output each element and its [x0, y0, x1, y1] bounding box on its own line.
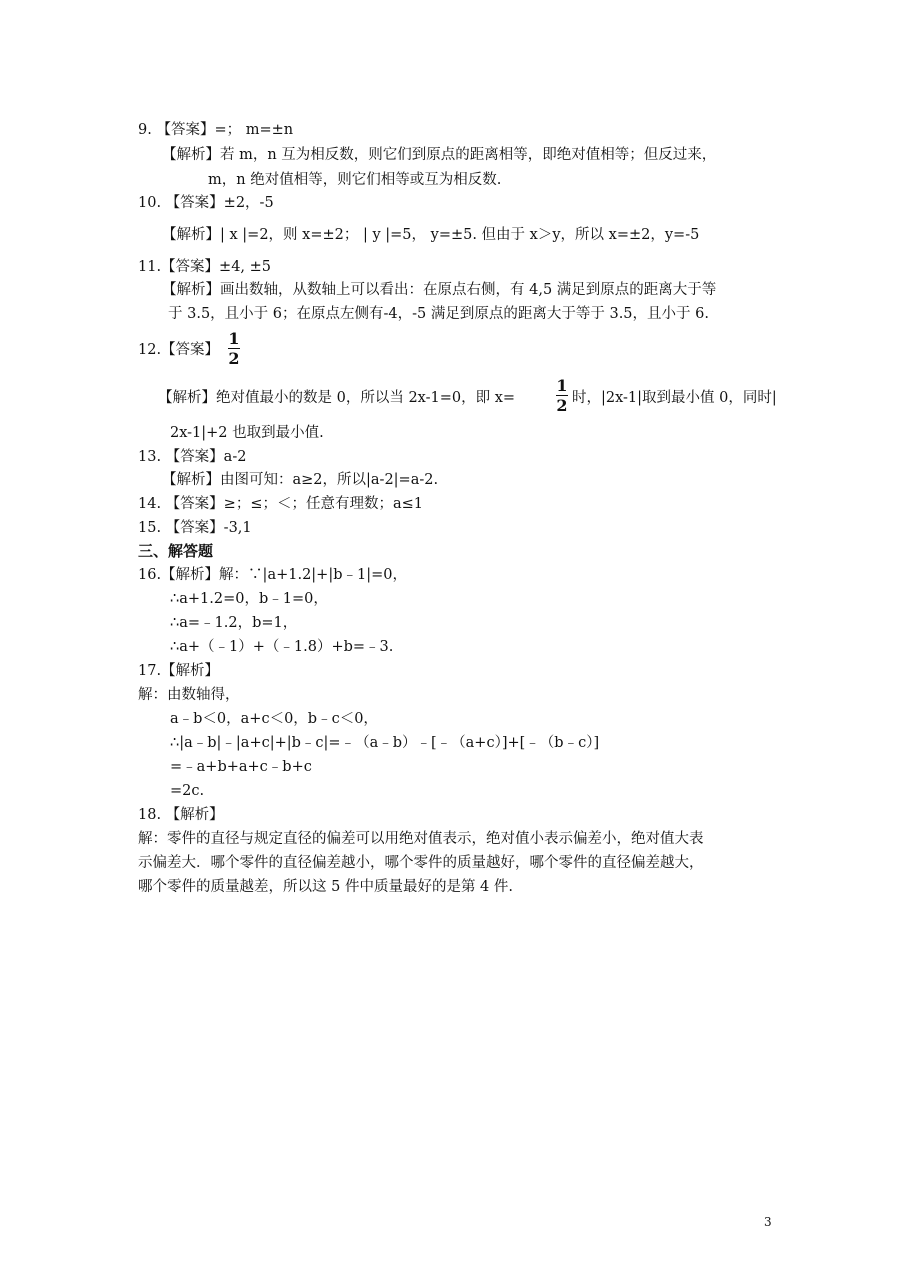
q16-line2: ∴a+1.2=0，b﹣1=0，	[170, 591, 328, 607]
q12-analysis-part2: 时，|2x-1|取到最小值 0，同时|	[572, 390, 777, 406]
q13-answer: 13. 【答案】a-2	[138, 449, 247, 465]
fraction-numerator: 1	[556, 376, 568, 395]
q14-answer: 14. 【答案】≥；≤；＜；任意有理数；a≤1	[138, 496, 423, 512]
q9-analysis-line1: 【解析】若 m，n 互为相反数，则它们到原点的距离相等，即绝对值相等；但反过来，	[162, 147, 717, 163]
q16-line3: ∴a=﹣1.2，b=1，	[170, 615, 298, 631]
section-heading-solutions: 三、解答题	[138, 542, 214, 560]
q11-analysis-line2: 于 3.5，且小于 6；在原点左侧有-4，-5 满足到原点的距离大于等于 3.5，且小于 6.	[168, 306, 709, 322]
fraction-denominator: 2	[556, 396, 568, 415]
q10-analysis: 【解析】| x |=2，则 x=±2； | y |=5， y=±5. 但由于 x＞y，所以 x=±2，y=-5	[162, 227, 700, 243]
q17-line5: =2c.	[170, 783, 205, 799]
q16-line4: ∴a+（﹣1）+（﹣1.8）+b=﹣3.	[170, 639, 394, 655]
q12-answer-label: 12.【答案】	[138, 342, 220, 358]
q12-analysis-part1: 【解析】绝对值最小的数是 0，所以当 2x-1=0，即 x=	[158, 390, 516, 406]
q17-heading: 17.【解析】	[138, 663, 220, 679]
q10-answer: 10. 【答案】±2，-5	[138, 195, 274, 211]
fraction-numerator: 1	[228, 329, 240, 348]
q17-line4: =﹣a+b+a+c﹣b+c	[170, 759, 312, 775]
q17-line3: ∴|a﹣b|﹣|a+c|+|b﹣c|=﹣（a﹣b）﹣[﹣（a+c）]+[﹣（b﹣c）]	[170, 735, 600, 751]
q11-analysis-line1: 【解析】画出数轴，从数轴上可以看出：在原点右侧，有 4,5 满足到原点的距离大于等	[162, 282, 717, 298]
q16-line1: 16.【解析】解：∵|a+1.2|+|b﹣1|=0，	[138, 567, 407, 583]
q17-line2: a﹣b＜0，a+c＜0，b﹣c＜0，	[170, 711, 378, 727]
q18-line3: 哪个零件的质量越差，所以这 5 件中质量最好的是第 4 件.	[138, 879, 513, 895]
q18-heading: 18. 【解析】	[138, 807, 224, 823]
q12-answer-fraction	[228, 330, 240, 367]
fraction-denominator: 2	[228, 349, 240, 368]
q9-analysis-line2: m，n 绝对值相等，则它们相等或互为相反数.	[208, 172, 502, 188]
q12-analysis-line2: 2x-1|+2 也取到最小值.	[170, 425, 324, 441]
q18-line2: 示偏差大．哪个零件的直径偏差越小，哪个零件的质量越好，哪个零件的直径偏差越大，	[138, 855, 704, 871]
q9-answer: 9. 【答案】=； m=±n	[138, 122, 294, 138]
q12-analysis-fraction	[556, 377, 568, 414]
page-number: 3	[764, 1215, 772, 1229]
q13-analysis: 【解析】由图可知：a≥2，所以|a-2|=a-2.	[162, 472, 439, 488]
q11-answer: 11.【答案】±4, ±5	[138, 259, 272, 275]
q17-line1: 解：由数轴得，	[138, 687, 240, 703]
q15-answer: 15. 【答案】-3,1	[138, 520, 252, 536]
q18-line1: 解：零件的直径与规定直径的偏差可以用绝对值表示，绝对值小表示偏差小，绝对值大表	[138, 831, 704, 847]
